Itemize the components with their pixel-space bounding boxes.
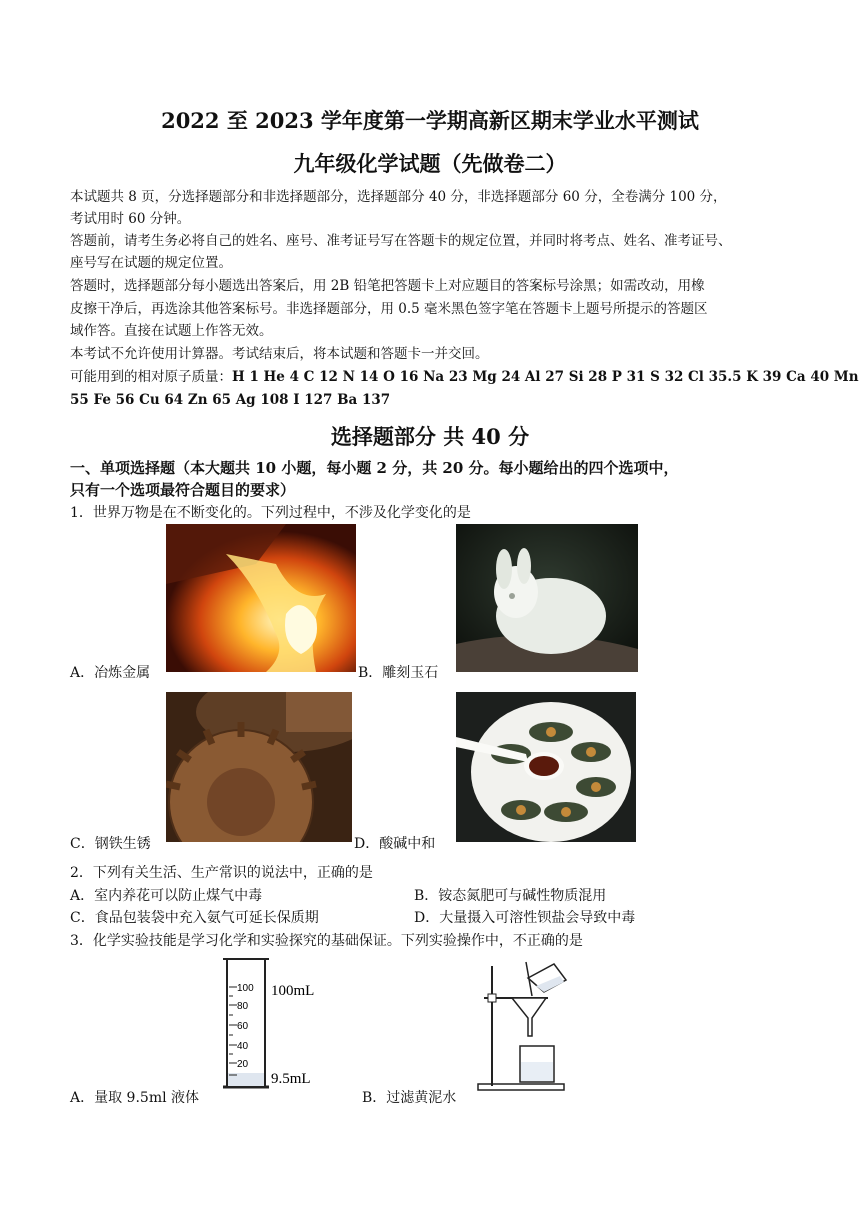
instruction-line: 答题前，请考生务必将自己的姓名、座号、准考证号写在答题卡的规定位置，并同时将考点、姓名、准考证号、 <box>70 233 732 249</box>
tick-label: 80 <box>237 1001 249 1012</box>
atomic-mass-values-2: 55 Fe 56 Cu 64 Zn 65 Ag 108 I 127 Ba 137 <box>70 392 391 408</box>
filtration-apparatus-diagram <box>470 958 580 1093</box>
instruction-line: 本考试不允许使用计算器。考试结束后，将本试题和答题卡一并交回。 <box>70 346 489 362</box>
atomic-mass-values: H 1 He 4 C 12 N 14 O 16 Na 23 Mg 24 Al 27 Si 28 P 31 S 32 Cl 35.5 K 39 Ca 40 Mn <box>232 369 859 385</box>
cylinder-capacity-label: 100mL <box>271 983 315 999</box>
q1-option-d: D．酸碱中和 <box>354 836 436 852</box>
q3-option-a: A．量取 9.5ml 液体 <box>70 1090 200 1106</box>
instruction-line: 答题时，选择题部分每小题选出答案后，用 2B 铅笔把答题卡上对应题目的答案标号涂黑；如需改动，用橡 <box>70 278 705 294</box>
carved-jade-image <box>456 524 638 672</box>
instruction-line: 考试用时 60 分钟。 <box>70 211 191 227</box>
instruction-line: 域作答。直接在试题上作答无效。 <box>70 323 273 339</box>
tick-label: 40 <box>237 1041 249 1052</box>
tick-label: 20 <box>237 1059 249 1070</box>
instruction-line: 本试题共 8 页，分选择题部分和非选择题部分，选择题部分 40 分，非选择题部分 60 分，全卷满分 100 分， <box>70 189 727 205</box>
question-1-stem: 1．世界万物是在不断变化的。下列过程中，不涉及化学变化的是 <box>70 505 471 521</box>
exam-subtitle: 九年级化学试题（先做卷二） <box>293 151 567 176</box>
question-2-stem: 2．下列有关生活、生产常识的说法中，正确的是 <box>70 865 373 881</box>
instruction-line: 座号写在试题的规定位置。 <box>70 255 232 271</box>
atomic-mass-line <box>70 366 859 388</box>
q1-option-b: B．雕刻玉石 <box>358 665 439 681</box>
part-heading: 一、单项选择题（本大题共 10 小题，每小题 2 分，共 20 分。每小题给出的四个选项中， <box>70 459 679 477</box>
tick-label: 100 <box>237 983 254 994</box>
q2-option-c: C．食品包装袋中充入氨气可延长保质期 <box>70 910 319 926</box>
smelting-metal-image <box>166 524 356 672</box>
part-heading-2: 只有一个选项最符合题目的要求） <box>70 481 296 499</box>
neutralization-food-image <box>456 692 636 842</box>
rusted-gear-image <box>166 692 352 842</box>
atomic-mass-prefix: 可能用到的相对原子质量： <box>70 369 232 385</box>
q2-option-d: D．大量摄入可溶性钡盐会导致中毒 <box>414 910 636 926</box>
q2-option-b: B．铵态氮肥可与碱性物质混用 <box>414 888 607 904</box>
instruction-line: 皮擦干净后，再选涂其他答案标号。非选择题部分，用 0.5 毫米黑色签字笔在答题卡上题号所提示的答题区 <box>70 301 708 317</box>
cylinder-reading-label: 9.5mL <box>271 1071 311 1087</box>
q3-option-b: B．过滤黄泥水 <box>362 1090 457 1106</box>
tick-label: 60 <box>237 1021 249 1032</box>
graduated-cylinder-diagram <box>215 955 345 1090</box>
section-title: 选择题部分 共 40 分 <box>330 424 530 449</box>
question-3-stem: 3．化学实验技能是学习化学和实验探究的基础保证。下列实验操作中，不正确的是 <box>70 933 583 949</box>
q1-option-a: A．冶炼金属 <box>70 665 151 681</box>
q2-option-a: A．室内养花可以防止煤气中毒 <box>70 888 263 904</box>
exam-title: 2022 至 2023 学年度第一学期高新区期末学业水平测试 <box>161 108 699 133</box>
q1-option-c: C．钢铁生锈 <box>70 836 151 852</box>
